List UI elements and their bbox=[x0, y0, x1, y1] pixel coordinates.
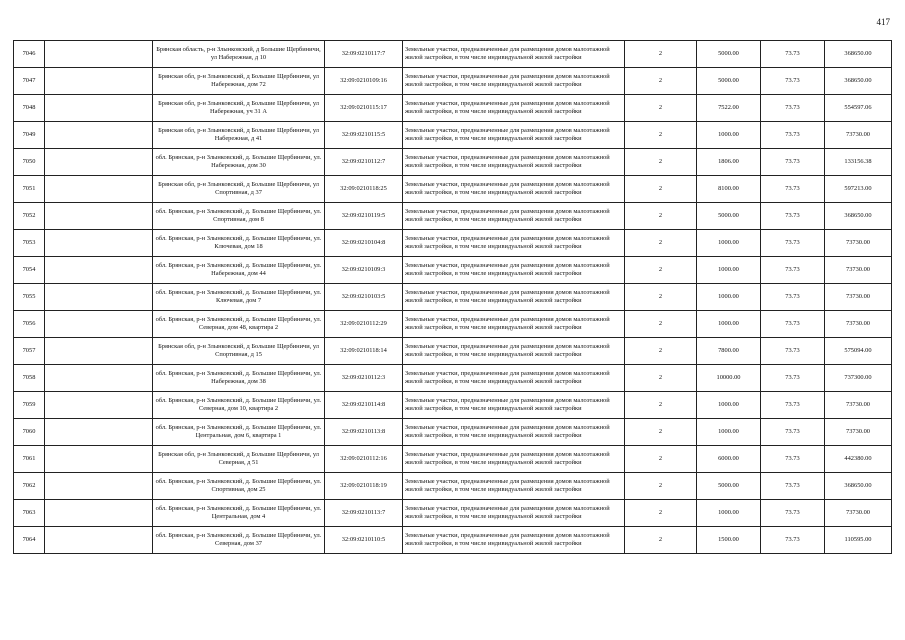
rate-cell: 73.73 bbox=[761, 365, 825, 392]
table-row bbox=[14, 284, 892, 311]
area-cell: 8100.00 bbox=[697, 176, 761, 203]
table-row bbox=[14, 95, 892, 122]
cadastral-number-cell: 32:09:0210112:16 bbox=[325, 446, 403, 473]
rate-cell: 73.73 bbox=[761, 68, 825, 95]
empty-cell bbox=[45, 446, 153, 473]
address-cell: обл. Брянская, р-н Злынковский, д. Большие Щербиничи, ул. Ключевая, дом 7 bbox=[153, 284, 325, 311]
address-cell: Брянская обл, р-н Злынковский, д Большие Щербиничи, ул Набережная, дом 72 bbox=[153, 68, 325, 95]
empty-cell bbox=[45, 527, 153, 554]
permitted-use-cell: Земельные участки, предназначенные для размещения домов малоэтажной жилой застройки, в том числе индивидуальной жилой застройки bbox=[403, 203, 625, 230]
empty-cell bbox=[45, 149, 153, 176]
rate-cell: 73.73 bbox=[761, 122, 825, 149]
permitted-use-cell: Земельные участки, предназначенные для размещения домов малоэтажной жилой застройки, в том числе индивидуальной жилой застройки bbox=[403, 500, 625, 527]
row-number-cell: 7059 bbox=[14, 392, 45, 419]
table-row bbox=[14, 338, 892, 365]
area-cell: 1806.00 bbox=[697, 149, 761, 176]
permitted-use-cell: Земельные участки, предназначенные для размещения домов малоэтажной жилой застройки, в том числе индивидуальной жилой застройки bbox=[403, 338, 625, 365]
rate-cell: 73.73 bbox=[761, 311, 825, 338]
row-number-cell: 7063 bbox=[14, 500, 45, 527]
table-row bbox=[14, 257, 892, 284]
cadastral-number-cell: 32:09:0210112:7 bbox=[325, 149, 403, 176]
row-number-cell: 7048 bbox=[14, 95, 45, 122]
group-cell: 2 bbox=[625, 203, 697, 230]
cadastral-value-cell: 368650.00 bbox=[825, 68, 892, 95]
group-cell: 2 bbox=[625, 365, 697, 392]
cadastral-value-cell: 575094.00 bbox=[825, 338, 892, 365]
empty-cell bbox=[45, 68, 153, 95]
cadastral-value-cell: 554597.06 bbox=[825, 95, 892, 122]
permitted-use-cell: Земельные участки, предназначенные для размещения домов малоэтажной жилой застройки, в том числе индивидуальной жилой застройки bbox=[403, 95, 625, 122]
cadastral-number-cell: 32:09:0210112:29 bbox=[325, 311, 403, 338]
address-cell: обл. Брянская, р-н Злынковский, д. Большие Щербиничи, ул. Набережная, дом 44 bbox=[153, 257, 325, 284]
cadastral-value-cell: 110595.00 bbox=[825, 527, 892, 554]
empty-cell bbox=[45, 338, 153, 365]
permitted-use-cell: Земельные участки, предназначенные для размещения домов малоэтажной жилой застройки, в том числе индивидуальной жилой застройки bbox=[403, 284, 625, 311]
area-cell: 5000.00 bbox=[697, 68, 761, 95]
table-row bbox=[14, 41, 892, 68]
permitted-use-cell: Земельные участки, предназначенные для размещения домов малоэтажной жилой застройки, в том числе индивидуальной жилой застройки bbox=[403, 473, 625, 500]
rate-cell: 73.73 bbox=[761, 419, 825, 446]
address-cell: обл. Брянская, р-н Злынковский, д. Большие Щербиничи, ул. Спортивная, дом 25 bbox=[153, 473, 325, 500]
cadastral-number-cell: 32:09:0210119:5 bbox=[325, 203, 403, 230]
cadastral-number-cell: 32:09:0210113:7 bbox=[325, 500, 403, 527]
address-cell: Брянская обл, р-н Злынковский, д Большие Щербиничи, ул Спортивная, д 15 bbox=[153, 338, 325, 365]
cadastral-value-cell: 133156.38 bbox=[825, 149, 892, 176]
table-row bbox=[14, 122, 892, 149]
rate-cell: 73.73 bbox=[761, 176, 825, 203]
rate-cell: 73.73 bbox=[761, 41, 825, 68]
cadastral-number-cell: 32:09:0210115:17 bbox=[325, 95, 403, 122]
row-number-cell: 7050 bbox=[14, 149, 45, 176]
area-cell: 5000.00 bbox=[697, 41, 761, 68]
address-cell: обл. Брянская, р-н Злынковский, д. Большие Щербиничи, ул. Центральная, дом 4 bbox=[153, 500, 325, 527]
permitted-use-cell: Земельные участки, предназначенные для размещения домов малоэтажной жилой застройки, в том числе индивидуальной жилой застройки bbox=[403, 41, 625, 68]
table-row bbox=[14, 527, 892, 554]
address-cell: Брянская обл, р-н Злынковский, д Большие Щербиничи, ул Северная, д 51 bbox=[153, 446, 325, 473]
table-row bbox=[14, 68, 892, 95]
rate-cell: 73.73 bbox=[761, 500, 825, 527]
group-cell: 2 bbox=[625, 446, 697, 473]
table-row bbox=[14, 500, 892, 527]
empty-cell bbox=[45, 365, 153, 392]
address-cell: обл. Брянская, р-н Злынковский, д. Большие Щербиничи, ул. Центральная, дом 6, квартира 1 bbox=[153, 419, 325, 446]
permitted-use-cell: Земельные участки, предназначенные для размещения домов малоэтажной жилой застройки, в том числе индивидуальной жилой застройки bbox=[403, 365, 625, 392]
group-cell: 2 bbox=[625, 419, 697, 446]
area-cell: 6000.00 bbox=[697, 446, 761, 473]
empty-cell bbox=[45, 122, 153, 149]
address-cell: обл. Брянская, р-н Злынковский, д. Большие Щербиничи, ул. Ключевая, дом 18 bbox=[153, 230, 325, 257]
cadastral-value-cell: 368650.00 bbox=[825, 203, 892, 230]
address-cell: обл. Брянская, р-н Злынковский, д. Большие Щербиничи, ул. Набережная, дом 38 bbox=[153, 365, 325, 392]
permitted-use-cell: Земельные участки, предназначенные для размещения домов малоэтажной жилой застройки, в том числе индивидуальной жилой застройки bbox=[403, 527, 625, 554]
table-row bbox=[14, 176, 892, 203]
group-cell: 2 bbox=[625, 500, 697, 527]
row-number-cell: 7062 bbox=[14, 473, 45, 500]
group-cell: 2 bbox=[625, 122, 697, 149]
table-row bbox=[14, 149, 892, 176]
rate-cell: 73.73 bbox=[761, 446, 825, 473]
area-cell: 1000.00 bbox=[697, 122, 761, 149]
row-number-cell: 7058 bbox=[14, 365, 45, 392]
group-cell: 2 bbox=[625, 68, 697, 95]
land-registry-table bbox=[13, 40, 892, 554]
row-number-cell: 7055 bbox=[14, 284, 45, 311]
area-cell: 10000.00 bbox=[697, 365, 761, 392]
permitted-use-cell: Земельные участки, предназначенные для размещения домов малоэтажной жилой застройки, в том числе индивидуальной жилой застройки bbox=[403, 446, 625, 473]
area-cell: 1000.00 bbox=[697, 230, 761, 257]
permitted-use-cell: Земельные участки, предназначенные для размещения домов малоэтажной жилой застройки, в том числе индивидуальной жилой застройки bbox=[403, 149, 625, 176]
permitted-use-cell: Земельные участки, предназначенные для размещения домов малоэтажной жилой застройки, в том числе индивидуальной жилой застройки bbox=[403, 230, 625, 257]
rate-cell: 73.73 bbox=[761, 527, 825, 554]
cadastral-number-cell: 32:09:0210103:5 bbox=[325, 284, 403, 311]
group-cell: 2 bbox=[625, 527, 697, 554]
empty-cell bbox=[45, 41, 153, 68]
permitted-use-cell: Земельные участки, предназначенные для размещения домов малоэтажной жилой застройки, в том числе индивидуальной жилой застройки bbox=[403, 68, 625, 95]
address-cell: обл. Брянская, р-н Злынковский, д. Большие Щербиничи, ул. Спортивная, дом 8 bbox=[153, 203, 325, 230]
rate-cell: 73.73 bbox=[761, 257, 825, 284]
rate-cell: 73.73 bbox=[761, 473, 825, 500]
address-cell: обл. Брянская, р-н Злынковский, д. Большие Щербиничи, ул. Северная, дом 48, квартира 2 bbox=[153, 311, 325, 338]
permitted-use-cell: Земельные участки, предназначенные для размещения домов малоэтажной жилой застройки, в том числе индивидуальной жилой застройки bbox=[403, 257, 625, 284]
empty-cell bbox=[45, 176, 153, 203]
permitted-use-cell: Земельные участки, предназначенные для размещения домов малоэтажной жилой застройки, в том числе индивидуальной жилой застройки bbox=[403, 311, 625, 338]
row-number-cell: 7053 bbox=[14, 230, 45, 257]
cadastral-number-cell: 32:09:0210118:14 bbox=[325, 338, 403, 365]
group-cell: 2 bbox=[625, 230, 697, 257]
table-row bbox=[14, 203, 892, 230]
address-cell: Брянская область, р-н Злынковский, д Большие Щербиничи, ул Набережная, д 10 bbox=[153, 41, 325, 68]
cadastral-number-cell: 32:09:0210115:5 bbox=[325, 122, 403, 149]
address-cell: обл. Брянская, р-н Злынковский, д. Большие Щербиничи, ул. Северная, дом 10, квартира 2 bbox=[153, 392, 325, 419]
empty-cell bbox=[45, 473, 153, 500]
empty-cell bbox=[45, 311, 153, 338]
address-cell: обл. Брянская, р-н Злынковский, д. Большие Щербиничи, ул. Набережная, дом 30 bbox=[153, 149, 325, 176]
table-row bbox=[14, 446, 892, 473]
permitted-use-cell: Земельные участки, предназначенные для размещения домов малоэтажной жилой застройки, в том числе индивидуальной жилой застройки bbox=[403, 122, 625, 149]
address-cell: Брянская обл, р-н Злынковский, д Большие Щербиничи, ул Спортивная, д 37 bbox=[153, 176, 325, 203]
empty-cell bbox=[45, 257, 153, 284]
cadastral-number-cell: 32:09:0210113:8 bbox=[325, 419, 403, 446]
rate-cell: 73.73 bbox=[761, 95, 825, 122]
address-cell: обл. Брянская, р-н Злынковский, д. Большие Щербиничи, ул. Северная, дом 37 bbox=[153, 527, 325, 554]
empty-cell bbox=[45, 95, 153, 122]
area-cell: 5000.00 bbox=[697, 473, 761, 500]
permitted-use-cell: Земельные участки, предназначенные для размещения домов малоэтажной жилой застройки, в том числе индивидуальной жилой застройки bbox=[403, 392, 625, 419]
cadastral-value-cell: 737300.00 bbox=[825, 365, 892, 392]
area-cell: 7522.00 bbox=[697, 95, 761, 122]
rate-cell: 73.73 bbox=[761, 203, 825, 230]
address-cell: Брянская обл, р-н Злынковский, д Большие Щербиничи, ул Набережная, д 41 bbox=[153, 122, 325, 149]
group-cell: 2 bbox=[625, 41, 697, 68]
row-number-cell: 7061 bbox=[14, 446, 45, 473]
cadastral-value-cell: 73730.00 bbox=[825, 122, 892, 149]
cadastral-value-cell: 73730.00 bbox=[825, 500, 892, 527]
row-number-cell: 7051 bbox=[14, 176, 45, 203]
row-number-cell: 7054 bbox=[14, 257, 45, 284]
cadastral-value-cell: 597213.00 bbox=[825, 176, 892, 203]
table-row bbox=[14, 230, 892, 257]
group-cell: 2 bbox=[625, 338, 697, 365]
cadastral-number-cell: 32:09:0210104:8 bbox=[325, 230, 403, 257]
empty-cell bbox=[45, 419, 153, 446]
row-number-cell: 7057 bbox=[14, 338, 45, 365]
row-number-cell: 7046 bbox=[14, 41, 45, 68]
permitted-use-cell: Земельные участки, предназначенные для размещения домов малоэтажной жилой застройки, в том числе индивидуальной жилой застройки bbox=[403, 419, 625, 446]
cadastral-number-cell: 32:09:0210109:16 bbox=[325, 68, 403, 95]
table-row bbox=[14, 473, 892, 500]
row-number-cell: 7049 bbox=[14, 122, 45, 149]
empty-cell bbox=[45, 284, 153, 311]
group-cell: 2 bbox=[625, 257, 697, 284]
group-cell: 2 bbox=[625, 176, 697, 203]
area-cell: 1500.00 bbox=[697, 527, 761, 554]
group-cell: 2 bbox=[625, 392, 697, 419]
area-cell: 1000.00 bbox=[697, 284, 761, 311]
table-row bbox=[14, 419, 892, 446]
area-cell: 1000.00 bbox=[697, 392, 761, 419]
cadastral-value-cell: 368650.00 bbox=[825, 41, 892, 68]
area-cell: 1000.00 bbox=[697, 311, 761, 338]
cadastral-number-cell: 32:09:0210114:8 bbox=[325, 392, 403, 419]
rate-cell: 73.73 bbox=[761, 392, 825, 419]
row-number-cell: 7060 bbox=[14, 419, 45, 446]
row-number-cell: 7052 bbox=[14, 203, 45, 230]
address-cell: Брянская обл, р-н Злынковский, д Большие Щербиничи, ул Набережная, уч 31 А bbox=[153, 95, 325, 122]
cadastral-number-cell: 32:09:0210118:25 bbox=[325, 176, 403, 203]
cadastral-value-cell: 73730.00 bbox=[825, 284, 892, 311]
cadastral-number-cell: 32:09:0210112:3 bbox=[325, 365, 403, 392]
table-body bbox=[14, 41, 892, 554]
page-number: 417 bbox=[876, 17, 890, 27]
rate-cell: 73.73 bbox=[761, 338, 825, 365]
cadastral-value-cell: 73730.00 bbox=[825, 257, 892, 284]
area-cell: 7800.00 bbox=[697, 338, 761, 365]
area-cell: 5000.00 bbox=[697, 203, 761, 230]
empty-cell bbox=[45, 203, 153, 230]
rate-cell: 73.73 bbox=[761, 284, 825, 311]
cadastral-value-cell: 442380.00 bbox=[825, 446, 892, 473]
area-cell: 1000.00 bbox=[697, 419, 761, 446]
cadastral-number-cell: 32:09:0210118:19 bbox=[325, 473, 403, 500]
cadastral-value-cell: 73730.00 bbox=[825, 230, 892, 257]
table-row bbox=[14, 365, 892, 392]
table-row bbox=[14, 311, 892, 338]
area-cell: 1000.00 bbox=[697, 257, 761, 284]
rate-cell: 73.73 bbox=[761, 230, 825, 257]
cadastral-value-cell: 368650.00 bbox=[825, 473, 892, 500]
row-number-cell: 7064 bbox=[14, 527, 45, 554]
row-number-cell: 7047 bbox=[14, 68, 45, 95]
area-cell: 1000.00 bbox=[697, 500, 761, 527]
cadastral-value-cell: 73730.00 bbox=[825, 419, 892, 446]
cadastral-value-cell: 73730.00 bbox=[825, 311, 892, 338]
cadastral-number-cell: 32:09:0210117:7 bbox=[325, 41, 403, 68]
group-cell: 2 bbox=[625, 95, 697, 122]
permitted-use-cell: Земельные участки, предназначенные для размещения домов малоэтажной жилой застройки, в том числе индивидуальной жилой застройки bbox=[403, 176, 625, 203]
rate-cell: 73.73 bbox=[761, 149, 825, 176]
group-cell: 2 bbox=[625, 473, 697, 500]
row-number-cell: 7056 bbox=[14, 311, 45, 338]
group-cell: 2 bbox=[625, 149, 697, 176]
group-cell: 2 bbox=[625, 284, 697, 311]
empty-cell bbox=[45, 230, 153, 257]
cadastral-number-cell: 32:09:0210110:5 bbox=[325, 527, 403, 554]
table-row bbox=[14, 392, 892, 419]
empty-cell bbox=[45, 500, 153, 527]
group-cell: 2 bbox=[625, 311, 697, 338]
cadastral-number-cell: 32:09:0210109:3 bbox=[325, 257, 403, 284]
cadastral-value-cell: 73730.00 bbox=[825, 392, 892, 419]
empty-cell bbox=[45, 392, 153, 419]
